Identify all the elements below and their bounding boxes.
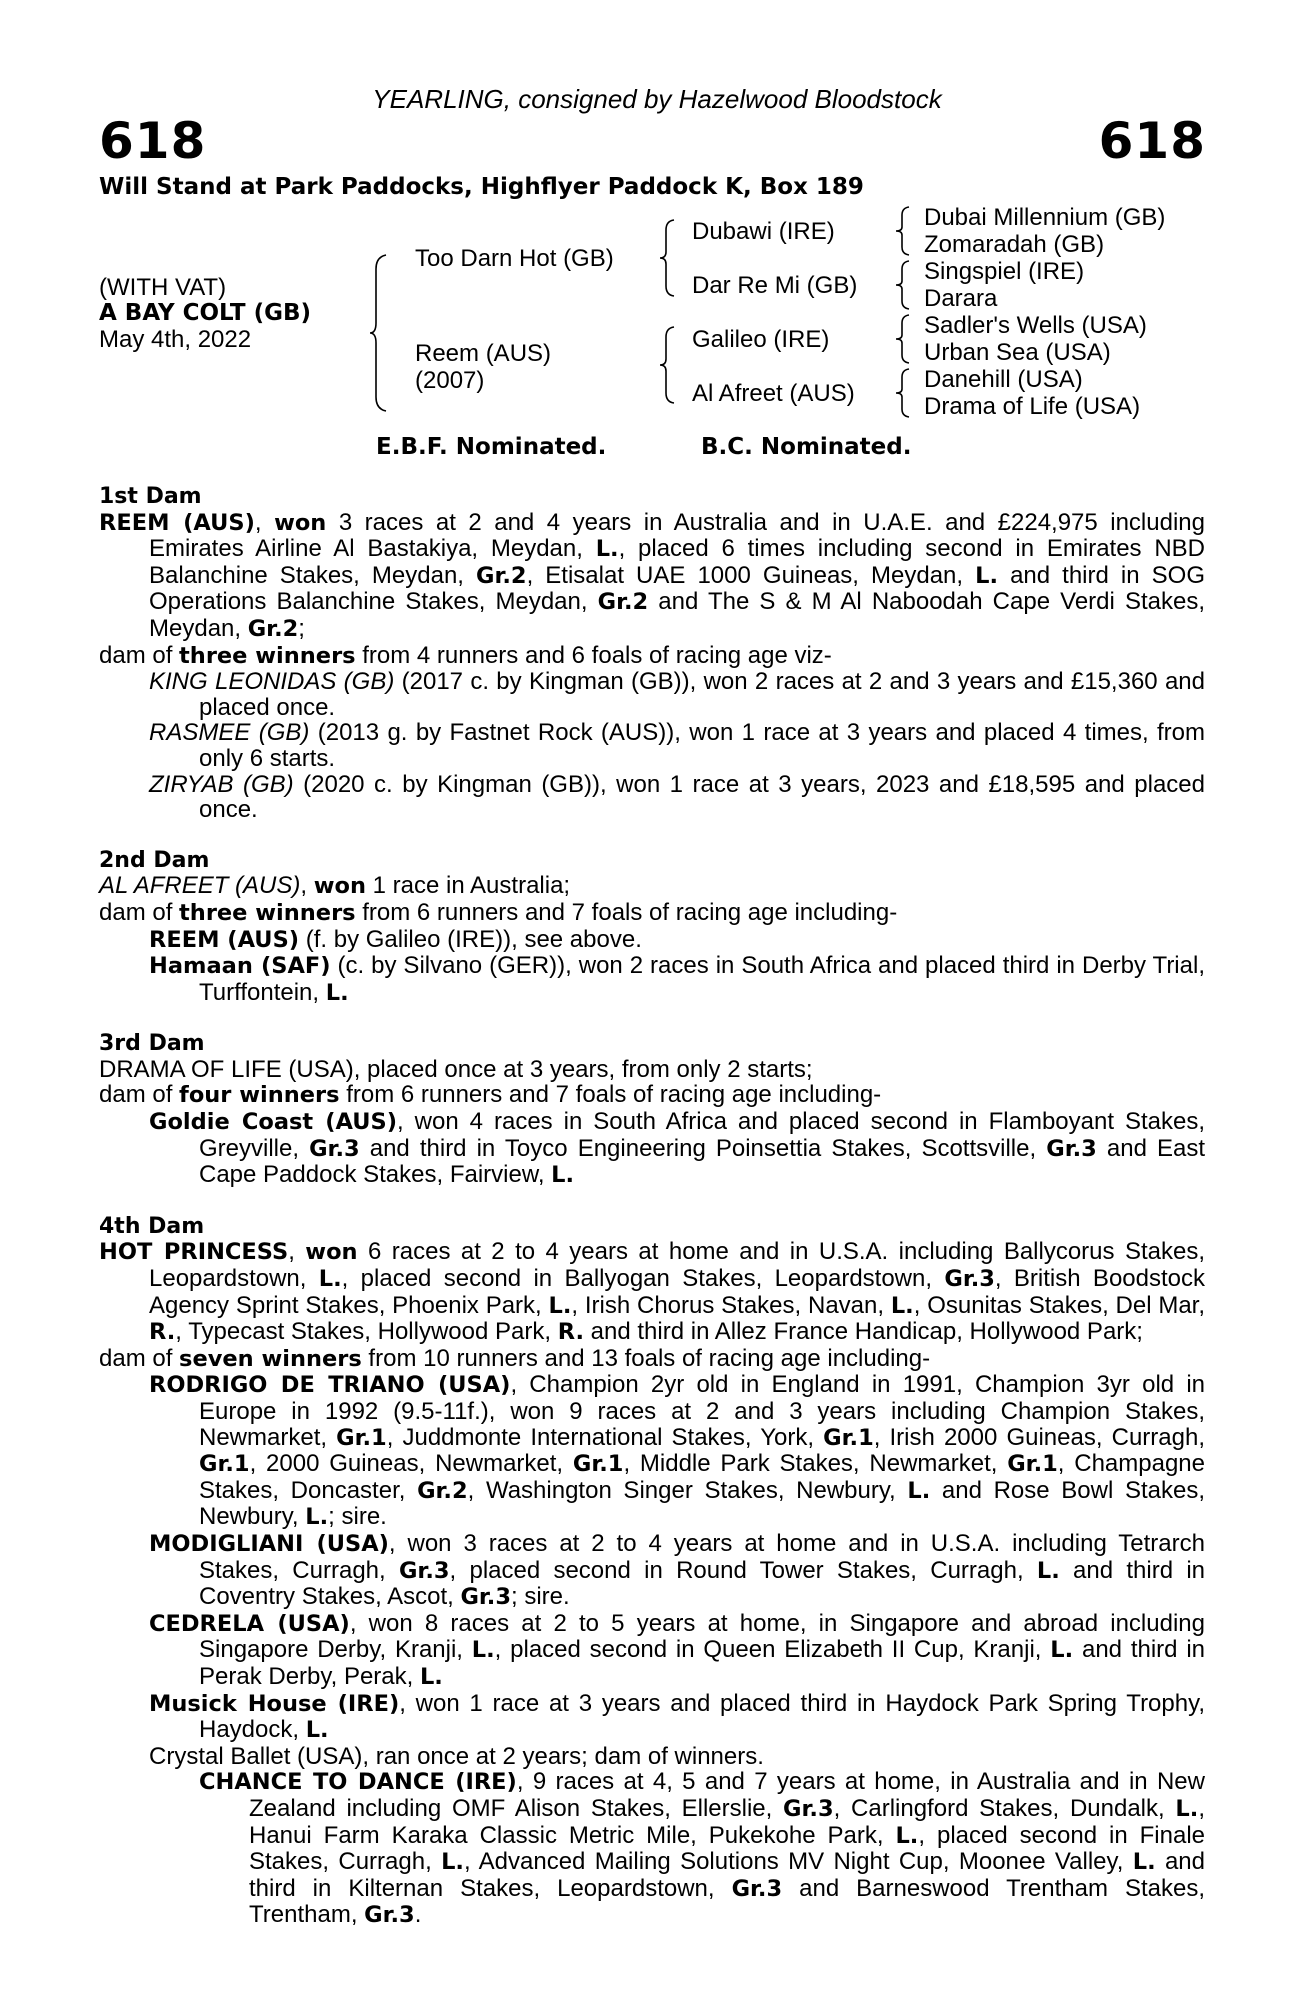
- lot-number-right: 618: [1098, 112, 1206, 170]
- first-dam-produce-summary: dam of three winners from 4 runners and 6 foals of racing age viz-: [99, 641, 832, 669]
- pedigree-brace-dd: [893, 367, 913, 419]
- dam-dam-name: Al Afreet (AUS): [692, 380, 855, 407]
- consignment-line: YEARLING, consigned by Hazelwood Bloodstock: [372, 84, 942, 114]
- third-dam-produce-summary: dam of four winners from 6 runners and 7 foals of racing age including-: [99, 1081, 882, 1109]
- produce-rodrigo-de-triano: RODRIGO DE TRIANO (USA), Champion 2yr old in England in 1991, Champion 3yr old in Europe in 1992 (9.5-11f.), won 9 races at 2 and 3 years including Champion Stakes, Newmarket, Gr.1, Juddmonte International Stakes, York, Gr.1, Irish 2000 Guineas, Curragh, Gr.1, 2000 Guineas, Newmarket, Gr.1, Middle Park Stakes, Newmarket, Gr.1, Champagne Stakes, Doncaster, Gr.2, Washington Singer Stakes, Newbury, L. and Rose Bowl Stakes, Newbury, L.; sire.: [149, 1371, 1206, 1531]
- dsd-name: Urban Sea (USA): [924, 339, 1111, 366]
- second-dam-record: AL AFREET (AUS), won 1 race in Australia;: [99, 872, 571, 900]
- produce-cedrela: CEDRELA (USA), won 8 races at 2 to 5 years at home, in Singapore and abroad including Singapore Derby, Kranji, L., placed second in Queen Elizabeth II Cup, Kranji, L. and third in Perak Derby, Perak, L.: [149, 1609, 1205, 1690]
- produce-goldie-coast: Goldie Coast (AUS), won 4 races in South Africa and placed second in Flamboyant Stakes, Greyville, Gr.3 and third in Toyco Engineering Poinsettia Stakes, Scottsville, Gr.3 and East Cape Paddock Stakes, Fairview, L.: [149, 1108, 1206, 1189]
- pedigree-brace-sire: [658, 218, 678, 298]
- fourth-dam-record: HOT PRINCESS, won 6 races at 2 to 4 years at home and in U.S.A. including Ballycorus Stakes, Leopardstown, L., placed second in Ballyogan Stakes, Leopardstown, Gr.3, British Boodstock Agency Sprint Stakes, Phoenix Park, L., Irish Chorus Stakes, Navan, L., Osunitas Stakes, Del Mar, R., Typecast Stakes, Hollywood Park, R. and third in Allez France Handicap, Hollywood Park;: [99, 1238, 1206, 1346]
- vat-note: (WITH VAT): [99, 274, 227, 301]
- pedigree-brace-main: [368, 253, 392, 413]
- produce-musick-house: Musick House (IRE), won 1 race at 3 years and placed third in Haydock Park Spring Trophy, Haydock, L.: [149, 1689, 1205, 1744]
- dds-name: Danehill (USA): [924, 366, 1083, 393]
- produce-rasmee: RASMEE (GB) (2013 g. by Fastnet Rock (AUS)), won 1 race at 3 years and placed 4 times, from only 6 starts.: [149, 719, 1206, 772]
- pedigree-brace-dam: [658, 325, 678, 405]
- produce-reem: REEM (AUS) (f. by Galileo (IRE)), see above.: [149, 925, 642, 953]
- sss-name: Dubai Millennium (GB): [924, 204, 1166, 231]
- second-dam-heading: 2nd Dam: [99, 847, 210, 873]
- sire-sire-name: Dubawi (IRE): [692, 218, 835, 245]
- ebf-nomination: E.B.F. Nominated.: [376, 434, 607, 460]
- dss-name: Sadler's Wells (USA): [924, 312, 1147, 339]
- sire-dam-name: Dar Re Mi (GB): [692, 272, 858, 299]
- produce-chance-to-dance: CHANCE TO DANCE (IRE), 9 races at 4, 5 and 7 years at home, in Australia and in New Zealand including OMF Alison Stakes, Ellerslie, Gr.3, Carlingford Stakes, Dundalk, L., Hanui Farm Karaka Classic Metric Mile, Pukekohe Park, L., placed second in Finale Stakes, Curragh, L., Advanced Mailing Solutions MV Night Cup, Moonee Valley, L. and third in Kilternan Stakes, Leopardstown, Gr.3 and Barneswood Trentham Stakes, Trentham, Gr.3.: [199, 1768, 1205, 1929]
- produce-crystal-ballet: Crystal Ballet (USA), ran once at 2 years; dam of winners.: [149, 1742, 764, 1770]
- horse-dob: May 4th, 2022: [99, 326, 252, 353]
- third-dam-record: DRAMA OF LIFE (USA), placed once at 3 years, from only 2 starts;: [99, 1055, 813, 1083]
- lot-number-left: 618: [99, 112, 207, 170]
- sdd-name: Darara: [924, 285, 998, 312]
- dam-sire-name: Galileo (IRE): [692, 326, 830, 353]
- produce-modigliani: MODIGLIANI (USA), won 3 races at 2 to 4 years at home and in U.S.A. including Tetrarch Stakes, Curragh, Gr.3, placed second in Round Tower Stakes, Curragh, L. and third in Coventry Stakes, Ascot, Gr.3; sire.: [149, 1529, 1206, 1611]
- produce-hamaan: Hamaan (SAF) (c. by Silvano (GER)), won 2 races in South Africa and placed third in Derby Trial, Turffontein, L.: [149, 952, 1205, 1006]
- pedigree-brace-ds: [893, 313, 913, 365]
- fourth-dam-produce-summary: dam of seven winners from 10 runners and 13 foals of racing age including-: [99, 1344, 931, 1372]
- sire-name: Too Darn Hot (GB): [415, 245, 614, 272]
- first-dam-heading: 1st Dam: [99, 484, 202, 509]
- first-dam-record: REEM (AUS), won 3 races at 2 and 4 years in Australia and in U.A.E. and £224,975 including Emirates Airline Al Bastakiya, Meydan, L., placed 6 times including second in Emirates NBD Balanchine Stakes, Meydan, Gr.2, Etisalat UAE 1000 Guineas, Meydan, L. and third in SOG Operations Balanchine Stakes, Meydan, Gr.2 and The S & M Al Naboodah Cape Verdi Stakes, Meydan, Gr.2;: [99, 508, 1205, 642]
- produce-ziryab: ZIRYAB (GB) (2020 c. by Kingman (GB)), won 1 race at 3 years, 2023 and £18,595 and placed once.: [149, 770, 1205, 824]
- ssd-name: Zomaradah (GB): [924, 231, 1105, 258]
- catalogue-body: [99, 484, 1205, 1929]
- second-dam-produce-summary: dam of three winners from 6 runners and 7 foals of racing age including-: [99, 898, 898, 926]
- produce-king-leonidas: KING LEONIDAS (GB) (2017 c. by Kingman (GB)), won 2 races at 2 and 3 years and £15,360 and placed once.: [149, 668, 1205, 721]
- bc-nomination: B.C. Nominated.: [701, 434, 912, 460]
- sds-name: Singspiel (IRE): [924, 258, 1085, 285]
- fourth-dam-heading: 4th Dam: [99, 1213, 205, 1239]
- dam-year: (2007): [415, 367, 485, 394]
- stand-location: Will Stand at Park Paddocks, Highflyer Paddock K, Box 189: [99, 174, 864, 200]
- third-dam-heading: 3rd Dam: [99, 1031, 205, 1057]
- pedigree-brace-ss: [893, 205, 913, 257]
- horse-name: A BAY COLT (GB): [99, 300, 312, 326]
- dam-name: Reem (AUS): [415, 340, 552, 367]
- ddd-name: Drama of Life (USA): [924, 393, 1141, 420]
- pedigree-brace-sd: [893, 259, 913, 311]
